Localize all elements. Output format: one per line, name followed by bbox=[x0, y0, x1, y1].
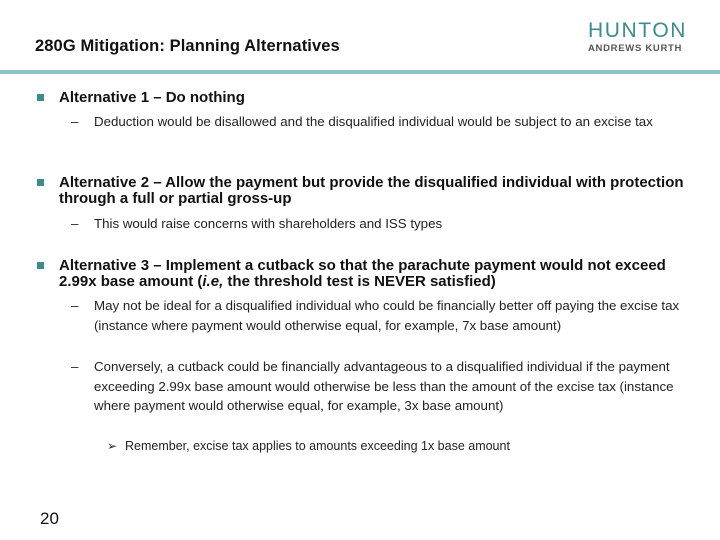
square-bullet-icon bbox=[37, 179, 44, 186]
dash-icon: – bbox=[71, 298, 79, 313]
page-number: 20 bbox=[40, 509, 59, 528]
square-bullet-icon bbox=[37, 94, 44, 101]
sub-bullet-text: This would raise concerns with shareholders and ISS types bbox=[94, 216, 443, 231]
sub-bullet bbox=[71, 357, 691, 416]
bullet-alternative-2 bbox=[37, 175, 687, 207]
dash-icon: – bbox=[71, 216, 79, 231]
bullet-text-italic: i.e, bbox=[202, 273, 224, 290]
slide-title: 280G Mitigation: Planning Alternatives bbox=[35, 37, 340, 55]
bullet-text: Alternative 2 – Allow the payment but provide the disqualified individual with protection through a full or partial gross-up bbox=[59, 174, 684, 207]
sub-sub-bullet-text: Remember, excise tax applies to amounts exceeding 1x base amount bbox=[125, 439, 510, 453]
sub-bullet-text: May not be ideal for a disqualified individual who could be financially better off paying the excise tax (instance where payment would otherwise equal, for example, 7x base amount) bbox=[94, 298, 680, 333]
bullet-text: Alternative 1 – Do nothing bbox=[59, 89, 245, 106]
sub-bullet bbox=[71, 214, 691, 234]
bullet-text bbox=[37, 258, 687, 290]
arrow-bullet-icon: ➢ bbox=[107, 439, 118, 453]
company-logo bbox=[588, 20, 694, 54]
sub-bullet-text: Conversely, a cutback could be financially advantageous to a disqualified individual if the payment exceeding 2.99x base amount would otherwise be less than the amount of the excise tax (instance where payment would otherwise equal, for example, 3x base amount) bbox=[94, 359, 674, 413]
bullet-alternative-3 bbox=[37, 258, 687, 290]
dash-icon: – bbox=[71, 114, 79, 129]
sub-bullet-text: Deduction would be disallowed and the disqualified individual would be subject to an excise tax bbox=[94, 114, 653, 129]
sub-sub-bullet bbox=[107, 438, 667, 454]
dash-icon: – bbox=[71, 359, 79, 374]
square-bullet-icon bbox=[37, 262, 44, 269]
bullet-text-part: the threshold test is NEVER satisfied) bbox=[223, 273, 496, 290]
bullet-text-part: Alternative 3 – Implement a cutback so that the parachute payment would not exceed 2.99x base amount ( bbox=[59, 257, 666, 290]
bullet-alternative-1 bbox=[37, 90, 687, 106]
logo-wordmark-top: HUNTON bbox=[588, 19, 688, 42]
sub-bullet bbox=[71, 296, 691, 335]
sub-bullet bbox=[71, 112, 691, 132]
logo-wordmark-bottom: ANDREWS KURTH bbox=[588, 43, 683, 54]
header-divider bbox=[0, 70, 720, 74]
